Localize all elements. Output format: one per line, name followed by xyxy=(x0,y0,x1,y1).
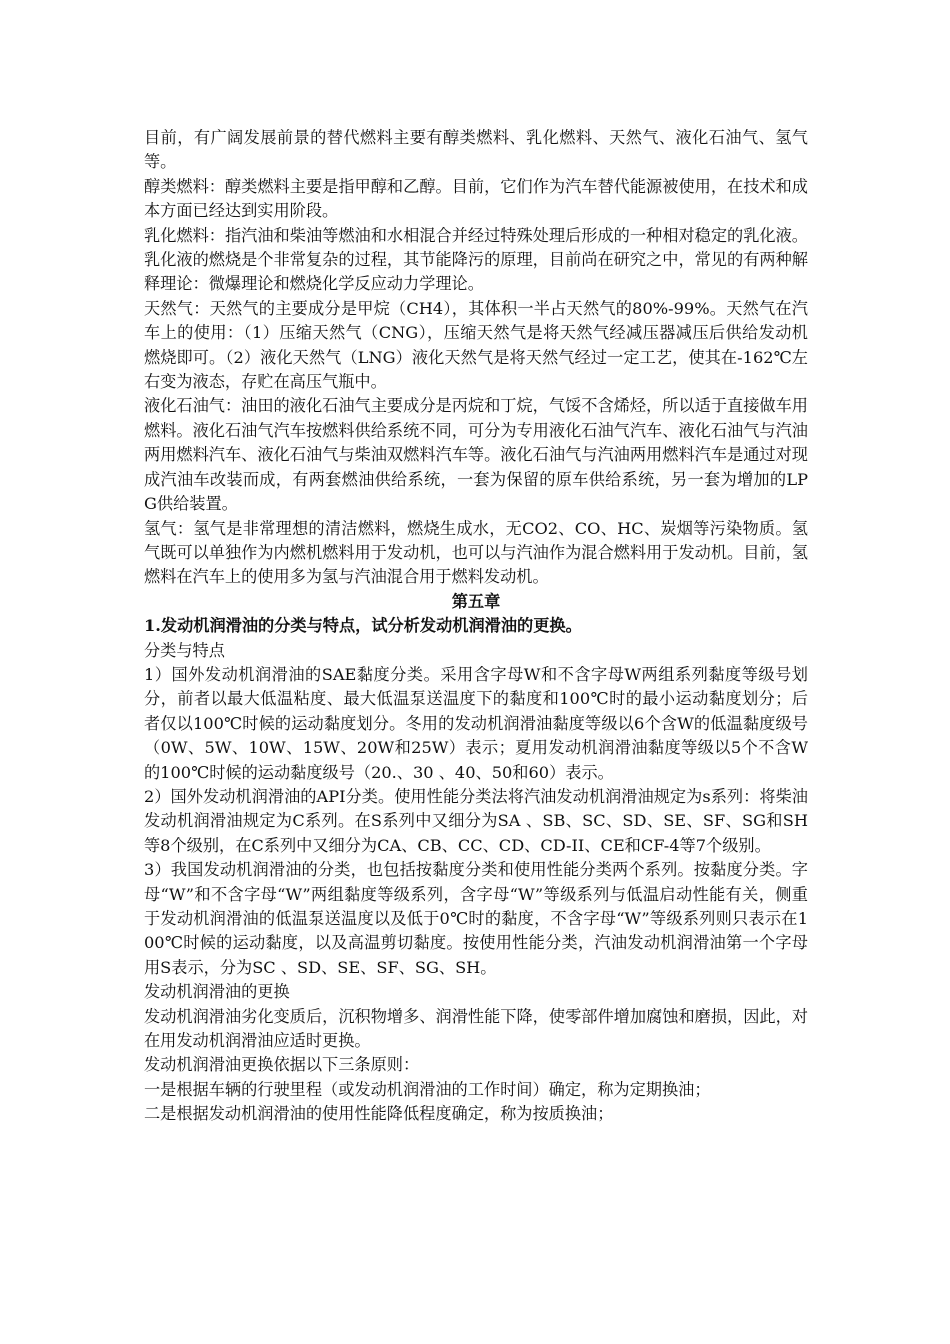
paragraph-china-classification: 3）我国发动机润滑油的分类，也包括按黏度分类和使用性能分类两个系列。按黏度分类。字母“W”和不含字母“W”两组黏度等级系列，含字母“W”等级系列与低温启动性能有关，侧重于发动机润滑油的低温泵送温度以及低于0℃时的黏度，不含字母“W”等级系列则只表示在100℃时候的运动黏度，以及高温剪切黏度。按使用性能分类，汽油发动机润滑油第一个字母用S表示，分为SC 、SD、SE、SF、SG、SH。 xyxy=(144,860,808,977)
paragraph-api-classification: 2）国外发动机润滑油的API分类。使用性能分类法将汽油发动机润滑油规定为s系列：将柴油发动机润滑油规定为C系列。在S系列中又细分为SA 、SB、SC、SD、SE、SF、SG和SH等8个级别，在C系列中又细分为CA、CB、CC、CD、CD-II、CE和CF-4等7个级别。 xyxy=(144,786,808,855)
paragraph-lpg: 液化石油气：油田的液化石油气主要成分是丙烷和丁烷，气馁不含烯烃，所以适于直接做车用燃料。液化石油气汽车按燃料供给系统不同，可分为专用液化石油气汽车、液化石油气与汽油两用燃料汽车、液化石油气与柴油双燃料汽车等。液化石油气与汽油两用燃料汽车是通过对现成汽油车改装而成，有两套燃油供给系统，一套为保留的原车供给系统，另一套为增加的LPG供给装置。 xyxy=(144,396,808,514)
list-item-principle-1: 一是根据车辆的行驶里程（或发动机润滑油的工作时间）确定，称为定期换油； xyxy=(144,1079,711,1099)
paragraph-principles-intro: 发动机润滑油更换依据以下三条原则： xyxy=(144,1055,420,1075)
subheading-classification: 分类与特点 xyxy=(144,640,225,660)
paragraph-oil-degradation: 发动机润滑油劣化变质后，沉积物增多、润滑性能下降，使零部件增加腐蚀和磨损，因此，对在用发动机润滑油应适时更换。 xyxy=(144,1006,808,1051)
chapter-title: 第五章 xyxy=(451,591,501,611)
paragraph-hydrogen: 氢气：氢气是非常理想的清洁燃料，燃烧生成水，无CO2、CO、HC、炭烟等污染物质。氢气既可以单独作为内燃机燃料用于发动机，也可以与汽油作为混合燃料用于发动机。目前，氢燃料在汽车上的使用多为氢与汽油混合用于燃料发动机。 xyxy=(144,518,808,587)
paragraph-natural-gas: 天然气：天然气的主要成分是甲烷（CH4），其体积一半占天然气的80%-99%。天然气在汽车上的使用：（1）压缩天然气（CNG），压缩天然气是将天然气经减压器减压后供给发动机燃烧即可。（2）液化天然气（LNG）液化天然气是将天然气经过一定工艺，使其在-162℃左右变为液态，存贮在高压气瓶中。 xyxy=(144,298,808,392)
list-item-principle-2: 二是根据发动机润滑油的使用性能降低程度确定，称为按质换油； xyxy=(144,1104,614,1124)
paragraph-emulsified-fuels: 乳化燃料：指汽油和柴油等燃油和水相混合并经过特殊处理后形成的一种相对稳定的乳化液。乳化液的燃烧是个非常复杂的过程，其节能降污的原理，目前尚在研究之中，常见的有两种解释理论：微爆理论和燃烧化学反应动力学理论。 xyxy=(144,225,808,294)
paragraph-alcohol-fuels: 醇类燃料：醇类燃料主要是指甲醇和乙醇。目前，它们作为汽车替代能源被使用，在技术和成本方面已经达到实用阶段。 xyxy=(144,176,808,221)
paragraph-sae-classification: 1）国外发动机润滑油的SAE黏度分类。采用含字母W和不含字母W两组系列黏度等级号划分，前者以最大低温粘度、最大低温泵送温度下的黏度和100℃时的最小运动黏度划分；后者仅以100℃时候的运动黏度划分。冬用的发动机润滑油黏度等级以6个含W的低温黏度级号（0W、5W、10W、15W、20W和25W）表示；夏用发动机润滑油黏度等级以5个不含W的100℃时候的运动黏度级号（20.、30 、40、50和60）表示。 xyxy=(144,664,808,782)
paragraph-alternative-fuels-intro: 目前，有广阔发展前景的替代燃料主要有醇类燃料、乳化燃料、天然气、液化石油气、氢气等。 xyxy=(144,128,808,172)
subheading-oil-change: 发动机润滑油的更换 xyxy=(144,982,290,1002)
question-title: 1.发动机润滑油的分类与特点，试分析发动机润滑油的更换。 xyxy=(144,616,582,636)
document-page xyxy=(144,126,808,1127)
